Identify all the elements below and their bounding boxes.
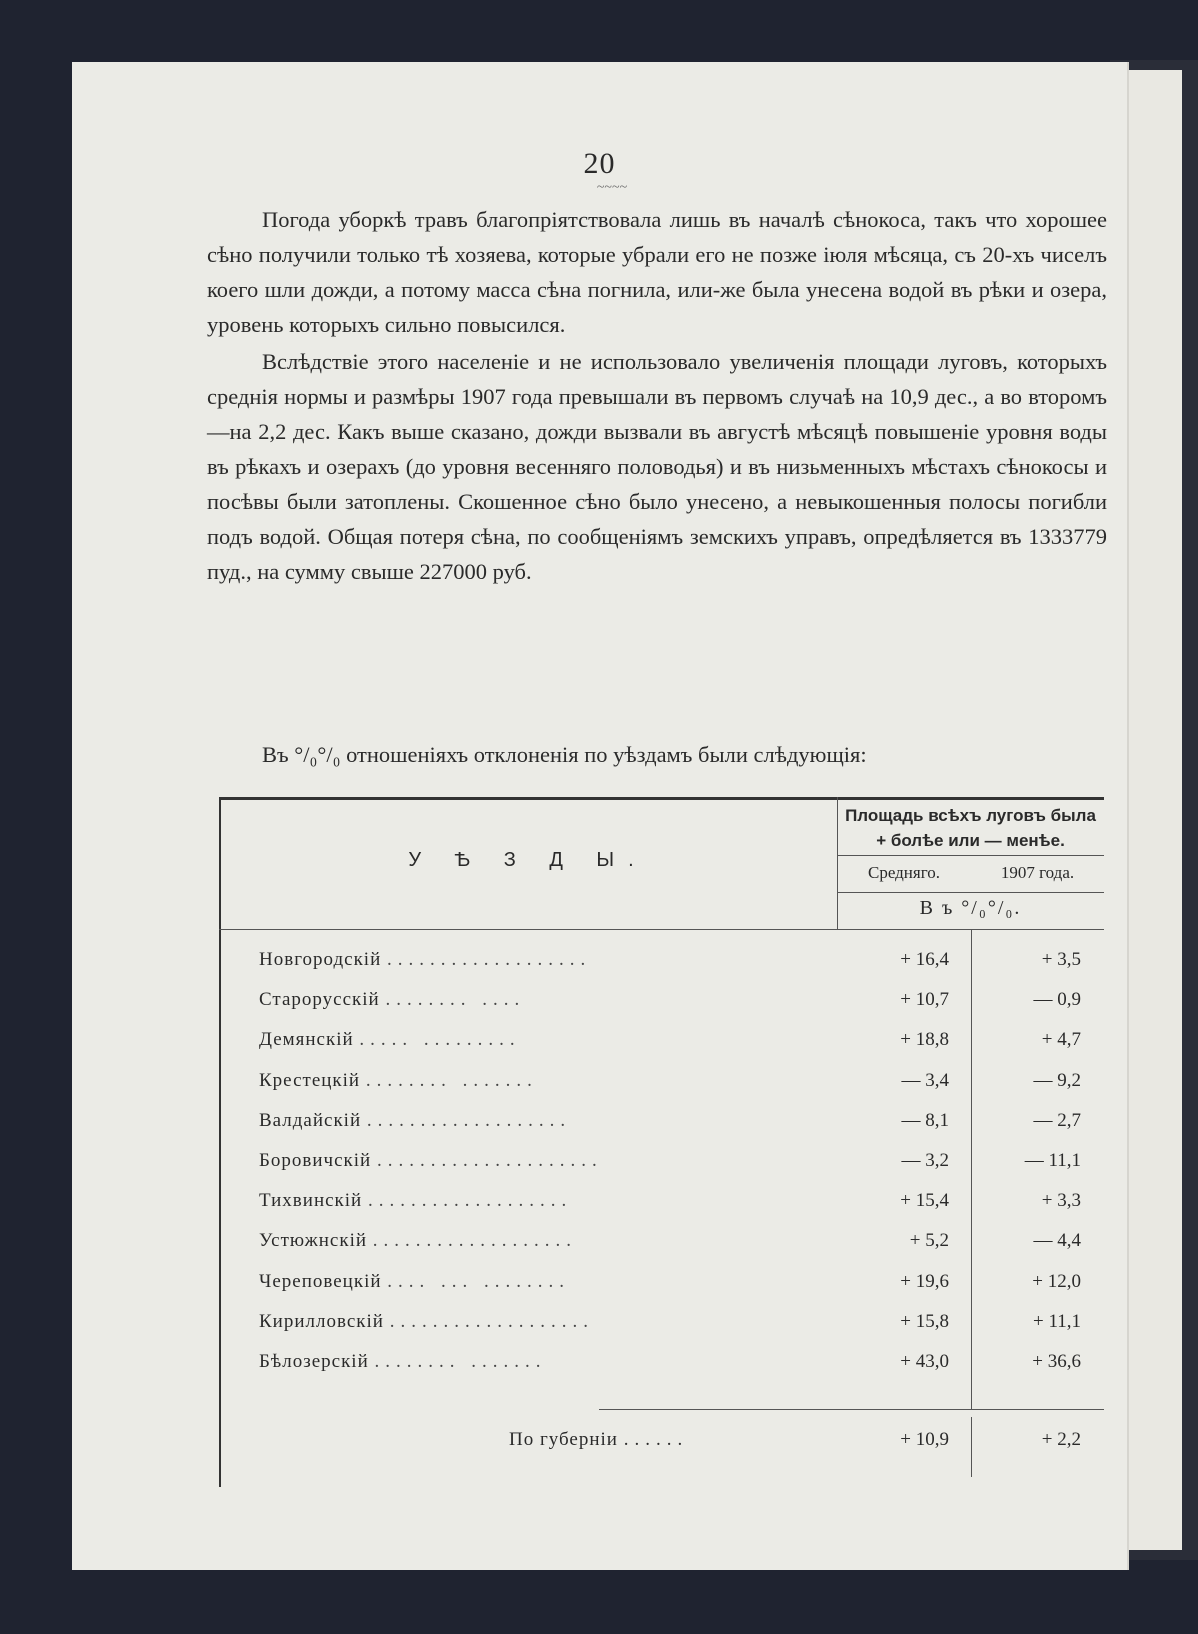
- table-row: [219, 1311, 1104, 1351]
- next-page-edge: [1120, 70, 1182, 1550]
- row-value-average: + 15,4: [900, 1190, 949, 1212]
- page-number-ornament: ~~~~: [596, 180, 628, 195]
- row-district: [259, 1070, 799, 1092]
- table-group-header: [837, 803, 1104, 853]
- row-value-average: + 43,0: [900, 1350, 949, 1372]
- table-group-header-line: Площадь всѣхъ луговъ была: [845, 806, 1096, 825]
- document-page: [72, 62, 1127, 1570]
- row-value-1907: + 4,7: [1041, 1029, 1081, 1051]
- row-value-1907: — 11,1: [1024, 1149, 1081, 1171]
- row-value-1907: + 11,1: [1032, 1310, 1081, 1332]
- row-value-1907: — 2,7: [1033, 1109, 1081, 1131]
- row-value-1907: — 0,9: [1033, 989, 1081, 1011]
- table-row: [219, 989, 1104, 1029]
- row-district-name: Бѣлозерскій: [259, 1350, 369, 1372]
- row-district-name: Старорусскій: [259, 989, 380, 1011]
- table-top-rule: [219, 797, 1104, 800]
- row-district: [259, 1271, 799, 1293]
- row-district-name: Тихвинскій: [259, 1190, 363, 1212]
- table-total-rule: [599, 1409, 1104, 1410]
- row-district-name: Демянскій: [259, 1029, 354, 1051]
- row-value-1907: + 36,6: [1032, 1350, 1081, 1372]
- total-value-1907: + 2,2: [1041, 1429, 1081, 1450]
- leader-dots: ...................: [367, 1190, 573, 1212]
- row-district: [259, 1230, 799, 1252]
- data-table: [219, 797, 1104, 1487]
- body-text: [207, 202, 1107, 589]
- table-row: [219, 1070, 1104, 1110]
- total-value-average: + 10,9: [900, 1429, 949, 1450]
- table-header-unit: В ъ °/₀°/₀.: [919, 897, 1022, 919]
- leader-dots: .....................: [376, 1149, 603, 1171]
- table-header-average: Средняго.: [867, 863, 941, 882]
- row-value-1907: + 12,0: [1032, 1270, 1081, 1292]
- total-label-text: По губерніи: [509, 1429, 618, 1450]
- row-value-average: — 8,1: [901, 1109, 949, 1131]
- total-label: [509, 1429, 688, 1451]
- table-row: [219, 1230, 1104, 1270]
- paragraph: Вслѣдствіе этого населеніе и не использовало увеличенія площади луговъ, которыхъ среднія нормы и размѣры 1907 года превышали въ первомъ случаѣ на 10,9 дес., а во второмъ—на 2,2 дес. Какъ выше сказано, дожди вызвали въ августѣ мѣсяцѣ повышеніе уровня воды въ рѣкахъ и озерахъ (до уровня весенняго половодья) и въ низьменныхъ мѣстахъ сѣнокосы и посѣвы были затоплены. Скошенное сѣно было унесено, а невыкошенныя полосы погибли подъ водой. Общая потеря сѣна, по сообщеніямъ земскихъ управъ, опредѣляется въ 1333779 пуд., на сумму свыше 227000 руб.: [207, 349, 1107, 584]
- row-district: [259, 1029, 799, 1051]
- leader-dots: ...................: [387, 949, 592, 970]
- row-district: [259, 1110, 799, 1132]
- table-row: [219, 1029, 1104, 1069]
- row-district-name: Устюжнскій: [259, 1230, 368, 1252]
- table-total-row: [219, 1429, 1104, 1459]
- table-row: [219, 949, 1104, 989]
- row-district: [259, 1190, 799, 1212]
- row-value-1907: + 3,5: [1041, 949, 1081, 970]
- row-district: [259, 1311, 799, 1333]
- row-value-1907: + 3,3: [1041, 1190, 1081, 1212]
- table-row: [219, 1271, 1104, 1311]
- leader-dots: ...................: [389, 1310, 594, 1332]
- row-district: [259, 949, 799, 971]
- leader-dots: ........ ....: [385, 989, 526, 1011]
- leader-dots: ........ .......: [374, 1350, 547, 1372]
- row-value-average: — 3,2: [901, 1149, 949, 1171]
- table-row: [219, 1190, 1104, 1230]
- row-district: [259, 1351, 799, 1373]
- table-body: [219, 949, 1104, 1391]
- paragraph: Погода уборкѣ травъ благопріятствовала лишь въ началѣ сѣнокоса, такъ что хорошее сѣно получили только тѣ хозяева, которые убрали его не позже іюля мѣсяца, съ 20-хъ чиселъ коего шли дожди, а потому масса сѣна погнила, или-же была унесена водой въ рѣки и озера, уровень которыхъ сильно повысился.: [207, 207, 1107, 337]
- table-group-header-line: + болѣе или — менѣе.: [876, 831, 1065, 850]
- row-district-name: Боровичскій: [259, 1149, 372, 1171]
- table-row: [219, 1351, 1104, 1391]
- table-header-1907: 1907 года.: [1000, 863, 1075, 882]
- row-value-average: + 19,6: [900, 1270, 949, 1292]
- row-district-name: Крестецкій: [259, 1069, 361, 1091]
- row-value-average: + 10,7: [900, 989, 949, 1011]
- leader-dots: ..... .........: [359, 1029, 521, 1051]
- row-value-1907: — 9,2: [1033, 1069, 1081, 1091]
- row-district: [259, 989, 799, 1011]
- row-value-average: + 16,4: [900, 949, 949, 970]
- table-header-districts: У Ѣ З Д Ы.: [408, 849, 648, 871]
- leader-dots: ...................: [366, 1109, 572, 1131]
- table-intro: Въ °/₀°/₀ отношеніяхъ отклоненія по уѣздамъ были слѣдующія:: [262, 742, 867, 767]
- row-value-1907: — 4,4: [1033, 1230, 1081, 1252]
- leader-dots: ......: [623, 1429, 689, 1450]
- leader-dots: ...................: [372, 1230, 578, 1252]
- leader-dots: .... ... ........: [387, 1270, 571, 1292]
- row-value-average: — 3,4: [901, 1069, 949, 1091]
- row-district-name: Череповецкій: [259, 1270, 382, 1292]
- table-subheader-rule: [837, 892, 1104, 893]
- leader-dots: ........ .......: [365, 1069, 538, 1091]
- row-district-name: Кирилловскій: [259, 1310, 384, 1332]
- row-value-average: + 18,8: [900, 1029, 949, 1051]
- row-district: [259, 1150, 799, 1172]
- table-subheader-rule: [837, 855, 1104, 856]
- table-row: [219, 1150, 1104, 1190]
- row-value-average: + 5,2: [909, 1230, 949, 1252]
- row-value-average: + 15,8: [900, 1310, 949, 1332]
- page-number: 20: [583, 147, 616, 180]
- table-row: [219, 1110, 1104, 1150]
- row-district-name: Валдайскій: [259, 1109, 362, 1131]
- row-district-name: Новгородскій: [259, 949, 382, 970]
